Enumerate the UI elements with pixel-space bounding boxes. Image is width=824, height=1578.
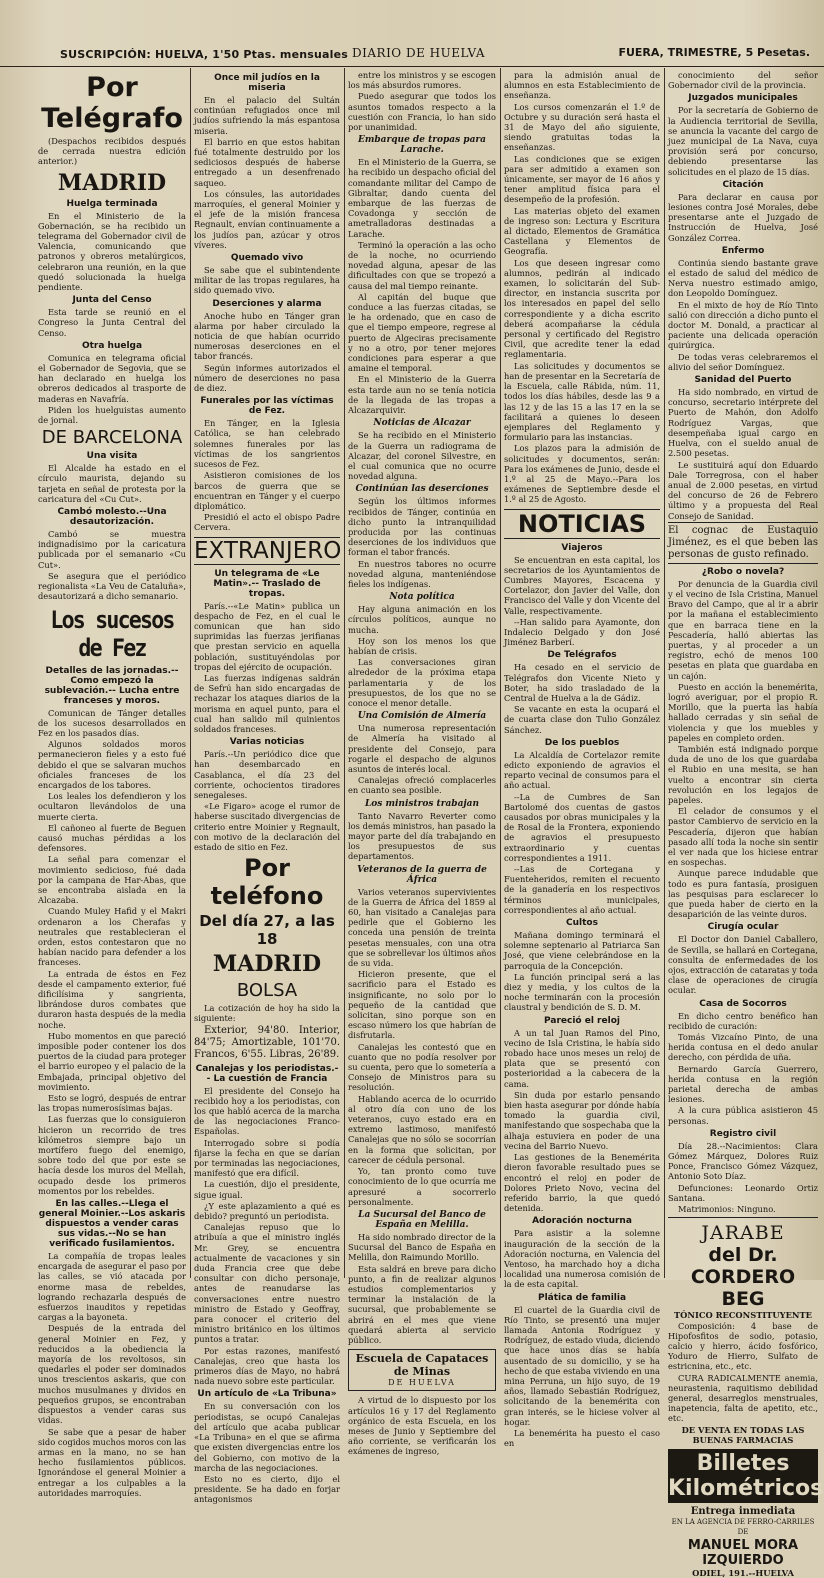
paragraph: En su conversación con los periodistas, se ocupó Canalejas del artículo que acaba publicar «La Tribuna» en el que se afirma que existen divergencias entre los del Gobierno, con motivo de la marcha de las negociaciones.: [194, 1401, 340, 1473]
paragraph: El celador de consumos y el pastor Cambiervo de servicio en la Pescadería, dijeron que habían pasado allí toda la noche sin sentir el ver nada que los hiciese entrar en sospechas.: [668, 806, 818, 868]
ad-text: CURA RADICALMENTE anemia, neurastenia, raquitismo debilidad general, desarreglos menstruales, inapetencia, falta de apetito, etc., etc.: [668, 1372, 818, 1424]
paragraph: Los leales los defendieron y los ocultaron llevándolos de una muerte cierta.: [38, 791, 186, 822]
headline: Huelga terminada: [66, 198, 158, 209]
section-title: NOTICIAS: [504, 509, 660, 539]
billetes-ad-title: Billetes Kilométricos: [668, 1450, 824, 1501]
paragraph: Piden los huelguistas aumento de jornal.: [38, 404, 186, 426]
headline: Nota política: [389, 592, 455, 603]
ad-text: EN LA AGENCIA DE FERRO-CARRILES DE: [671, 1518, 815, 1537]
paragraph: La compañía de tropas leales encargada de asegurar el paso por las calles, se vió atacada por enorme masa de rebeldes, logrando rechazarla después de esfuerzos inauditos y repetidas cargas a la bayoneta.: [38, 1251, 186, 1323]
paragraph: En el mixto de hoy de Río Tinto salió con dirección a dicho punto el doctor M. Donald, a practicar al paciente una delicada operación quirúrgica.: [668, 299, 818, 351]
paragraph: En el Ministerio de la Guerra, se ha recibido un despacho oficial del comandante militar del Campo de Gibraltar, dando cuenta del embarque de las fuerzas de Covadonga y sección de ametralladoras destinadas a Larache.: [348, 157, 496, 239]
paragraph: Esto se logró, después de entrar las tropas numerosísimas bajas.: [38, 1093, 186, 1114]
paragraph: Le sustituirá aquí don Eduardo Dale Torregrosa, con el haber anual de 2.000 pesetas, en virtud del concurso de 26 de Febrero último y a propuesta del Real Consejo de Sanidad.: [668, 459, 818, 521]
paragraph: Según los últimos informes recibidos de Tánger, continúa en dicho punto la intranquilidad producida por las continuas deserciones de los individuos que forman el tabor francés.: [348, 496, 496, 558]
paragraph: Canalejas ofreció complacerles en cuanto sea posible.: [348, 775, 496, 796]
paragraph: Hablando acerca de lo ocurrido al otro día con uno de los veteranos, cuyo estado era en extremo lastimoso, manifestó Canalejas que no sólo se socorrían en la forma que solicitan, por carecer de cédula personal.: [348, 1093, 496, 1165]
paragraph: «Le Figaro» acoge el rumor de haberse suscitado divergencias de criterio entre Moinier y Regnault, con motivo de la declaración del estado de sitio en Fez.: [194, 801, 340, 852]
headline: Pareció el reloj: [544, 1015, 620, 1026]
subscription-outside: FUERA, TRIMESTRE, 5 Pesetas.: [618, 46, 810, 59]
paragraph: Por estas razones, manifestó Canalejas, creo que hasta los primeros días de Mayo, no habrá nada nuevo sobre este particular.: [194, 1345, 340, 1387]
ad-title: MANUEL MORA IZQUIERDO: [687, 1537, 799, 1568]
paragraph: París.--Un periódico dice que han desembarcado en Casablanca, el día 23 del corriente, ochocientos tiradores senegaleses.: [194, 749, 340, 800]
paragraph: Las condiciones que se exigen para ser admitido a examen son únicamente, ser mayor de 16 años y tener amplitud física para el desempeño de la profesión.: [504, 153, 660, 205]
paragraph: --La de Cumbres de San Bartolomé dos cuentas de gastos causados por obras municipales y la de Rosal de la Frontera, exponiendo de agravios el presupuesto extraordinario y cuentas correspondientes a 1911.: [504, 791, 660, 863]
paragraph: El cuartel de la Guardia civil de Río Tinto, se presentó una mujer llamada Antonia Rodríguez y Rodríguez, de estado viuda, diciendo que hace unos días se había ausentado de su domicilio, y se ha hecho de que estaba viviendo en una mina Perruna, un hijo suyo, de 19 años, llamado Sebastián Rodríguez, solicitando de la benemérita con gran interés, se le hiciese volver al hogar.: [504, 1304, 660, 1427]
headline: Varias noticias: [229, 737, 305, 748]
paragraph: Se vacante en esta la ocupará el de cuarta clase don Tulio González Sánchez.: [504, 704, 660, 735]
paragraph: Puedo asegurar que todos los asuntos tomados respecto a la cuestión con Francia, lo han sido por unanimidad.: [348, 91, 496, 133]
paragraph: Se sabe que a pesar de haber sido cogidos muchos moros con las armas en la mano, no se han hecho fusilamientos públicos. Ignorándose el general Moinier a entregar a los culpables a la autoridades marroquíes.: [38, 1426, 186, 1498]
ad-subtitle: Entrega inmediata: [690, 1505, 796, 1517]
paragraph: Esta tarde se reunió en el Congreso la Junta Central del Censo.: [38, 307, 186, 338]
paragraph: Por la secretaría de Gobierno de la Audiencia territorial de Sevilla, se anuncia la vacante del cargo de juez municipal de La Nava, cuya provisión será por concurso, debiendo presentarse las solicitudes en el plazo de 15 días.: [668, 105, 818, 177]
city-heading: MADRID: [212, 951, 322, 978]
paragraph: Comunica en telegrama oficial el Gobernador de Segovia, que se han declarado en huelga los obreros dedicados al trasporte de maderas en Navafría.: [38, 352, 186, 404]
paragraph: Se encuentran en esta capital, los secretarios de los Ayuntamientos de Cumbres Mayores, Escacena y Cortelazor, don Javier del Valle, don Francisco del Valle y don Vicente del Valle, respectivamente.: [504, 554, 660, 616]
headline: Sanidad del Puerto: [694, 375, 792, 386]
paragraph: De todas veras celebraremos el alivio del señor Domínguez.: [668, 351, 818, 372]
paragraph: Interrogado sobre si podía fijarse la fecha en que se darían por terminadas las negociaciones, manifestó que era difícil.: [194, 1137, 340, 1179]
paragraph: Los que deseen ingresar como alumnos, pedirán al indicado examen, lo solicitarán del Sub-director, en instancia suscrita por los interesados en papel del sello correspondiente y a dicha escrito deberá acompañarse la cédula personal y certificado del Registro Civil, que acredite tener la edad reglamentaria.: [504, 257, 660, 360]
paragraph: Para declarar en causa por lesiones contra José Morales, debe presentarse ante el Juzgado de Instrucción de Huelva, José González Correa.: [668, 191, 818, 243]
headline: Deserciones y alarma: [212, 298, 322, 309]
headline: Otra huelga: [81, 340, 143, 351]
paragraph: Las fuerzas que lo consiguieron hicieron un recorrido de tres kilómetros siempre bajo un mortífero fuego del enemigo, sobre todo del que por este se hacía desde los muros del Mellah, ocupado desde los primeros momentos por los rebeldes.: [38, 1114, 186, 1196]
paragraph: En nuestros tabores no ocurre novedad alguna, manteniéndose fieles los indígenas.: [348, 558, 496, 589]
paragraph: Puesto en acción la benemérita, logró averiguar, por el propio R. Morillo, que la puerta las había hallado cerradas y sin señal de violencia y que los muebles y papeles en completo orden.: [668, 681, 818, 743]
paragraph: Por denuncia de la Guardia civil y el vecino de Isla Cristina, Manuel Bravo del Campo, que al ir a abrir por la mañana el establecimiento que en barraca tiene en la Pescadería, halló abiertas las puertas, y al proceder a un registro, echó de menos 100 pesetas en plata que guardaba en un cajón.: [668, 578, 818, 681]
column-2: [194, 70, 342, 1505]
paragraph: En el Ministerio de la Gobernación, se ha recibido un telegrama del Gobernador civil de Valencia, comunicando que patronos y obreros metalúrgicos, celebraron una reunión, en la que quedó solucionada la huelga pendiente.: [38, 210, 186, 293]
ad-text: DE VENTA EN TODAS LAS BUENAS FARMACIAS: [681, 1424, 805, 1445]
paragraph: La benemérita ha puesto el caso en: [504, 1427, 660, 1449]
subscription-local: SUSCRIPCIÓN: HUELVA, 1'50 Ptas. mensuales: [60, 48, 349, 61]
cognac-ad: El cognac de Eustaquio Jiménez, es el que beben las personas de gusto refinado.: [668, 522, 818, 564]
column-1: [38, 70, 186, 1498]
column-rule: [344, 68, 345, 1278]
headline: Once mil judíos en la miseria: [214, 73, 320, 93]
paragraph: La señal para comenzar el movimiento sedicioso, fué dada por la campana de Har-Abas, que se encontraba aislada en la Alcazaba.: [38, 854, 186, 906]
paragraph: Anoche hubo en Tánger gran alarma por haber circulado la noticia de que habían ocurrido numerosas deserciones en el tabor francés.: [194, 310, 340, 362]
paragraph: Para asistir a la solemne inauguración de la sección de la Adoración nocturna, en Valencia del Ventoso, ha marchado hoy a dicha localidad una numerosa comisión de la de esta capital.: [504, 1228, 660, 1290]
paragraph: El Alcalde ha estado en el círculo maurista, dejando su tarjeta en señal de protesta por la caricatura del «Cu Cut».: [38, 463, 186, 504]
headline: Canalejas y los periodistas.-- La cuestión de Francia: [195, 1063, 339, 1084]
paragraph: Se ha recibido en el Ministerio de la Guerra un radiograma de Alcazar, del coronel Silvestre, en el cual comunica que no ocurre novedad alguna.: [348, 430, 496, 482]
school-notice-box: [348, 1349, 496, 1391]
headline: Funerales por las víctimas de Fez.: [200, 396, 334, 417]
paragraph: A la cura pública asistieron 45 personas.: [668, 1105, 818, 1126]
paragraph: Las conversaciones giran alrededor de la próxima etapa parlamentaria y de los presupuestos, de los que no se conoce el menor detalle.: [348, 657, 496, 708]
city-heading: DE BARCELONA: [41, 427, 183, 449]
paragraph: (Despachos recibidos después de cerrada nuestra edición anterior.): [38, 136, 186, 167]
paragraph: En el Ministerio de la Guerra esta tarde aun no se tenía noticia de la llegada de las tropas a Alcazarquivir.: [348, 374, 496, 416]
headline: Una visita: [86, 451, 138, 462]
paragraph: Ha cesado en el servicio de Telégrafos don Vicente Nieto y Boter, ha sido trasladado de la Central de Huelva a la de Gádiz.: [504, 662, 660, 703]
paragraph: Los cónsules, las autoridades marroquíes, el general Moinier y el jefe de la misión francesa Regnault, envían continuamente a los judíos pan, azúcar y otros víveres.: [194, 188, 340, 250]
paragraph: Los plazos para la admisión de solicitudes y documentos, serán: Para los exámenes de Junio, desde el 1.º al 25 de Mayo.--Para los exámenes de Septiembre desde el 1.º al 25 de Agosto.: [504, 443, 660, 505]
headline: Enfermo: [721, 245, 765, 256]
headline: Quemado vivo: [230, 253, 304, 264]
masthead: [0, 0, 824, 67]
paragraph: La cuestión, dijo el presidente, sigue igual.: [194, 1179, 340, 1200]
paragraph: Esta saldrá en breve para dicho punto, a fin de realizar algunos estudios complementarios y terminar la instalación de la sucursal, que probablemente se abrirá en el mes que viene quedará abierta al servicio público.: [348, 1263, 496, 1345]
paragraph: Comunican de Tánger detalles de los sucesos desarrollados en Fez en los pasados días.: [38, 707, 186, 738]
column-4: [504, 70, 660, 1449]
paragraph: Matrimonios: Ninguno.: [678, 1204, 776, 1215]
headline: En las calles.--Llega el general Moinier.--Los askaris dispuestos a vender caras sus vidas.--No se han verificado fusilamientos.: [38, 1199, 186, 1250]
paragraph: Asistieron comisiones de los barcos de guerra que se encuentran en Tánger y el cuerpo diplomático.: [194, 470, 340, 511]
paragraph: El presidente del Consejo ha recibido hoy a los periodistas, con los que habló acerca de la marcha de las negociaciones Franco-Españolas.: [194, 1085, 340, 1137]
headline: Juzgados municipales: [688, 93, 798, 104]
paragraph: Después de la entrada del general Moinier en Fez, y reducidos a la obediencia la mayoría de los revoltosos, sin quedarles el poder ser dominados unos trescientos askaris, que con muchos musulmanes y dividos en pequeños grupos, se encontraban dispuestos a vender caras sus vidas.: [38, 1323, 186, 1426]
paragraph: Las fuerzas indígenas saldrán de Sefrú han sido encargadas de rechazar los ataques diarios de la morisma en aquel punto, para el cual han salido mil quinientos soldados franceses.: [194, 672, 340, 734]
headline: Un artículo de «La Tribuna»: [197, 1389, 337, 1400]
headline: Los ministros trabajan: [364, 798, 480, 809]
paragraph: Algunos soldados moros permanecieron fieles y a esto fué debido el que se salvaran muchos oficiales franceses de los encargados de los tabores.: [38, 739, 186, 790]
paragraph: --Las de Cortegana y Fuenteheridos, remiten el recuento de la ganadería en los respectivos términos municipales, correspondientes al año actual.: [504, 864, 660, 915]
paragraph: Tomás Vizcaíno Pinto, de una herida contusa en el dedo anular derecho, con pérdida de uña.: [668, 1032, 818, 1063]
paragraph: La Alcaldía de Cortelazor remite edicto exponiendo de agravios el reparto vecinal de consumos para el año actual.: [504, 749, 660, 791]
headline: Una Comisión de Almería: [357, 711, 487, 722]
paragraph: Tanto Navarro Reverter como los demás ministros, han pasado la mayor parte del día trabajando en los presupuestos de sus departamentos.: [348, 810, 496, 862]
headline: Cirugía ocular: [707, 922, 779, 933]
paragraph: A un tal Juan Ramos del Pino, vecino de Isla Cristina, le había sido robado hace unos meses un reloj de plata que se presentó con posterioridad a la cabecera de la cama.: [504, 1027, 660, 1089]
headline: Noticias de Alcazar: [373, 418, 471, 429]
paragraph: El Doctor don Daniel Caballero, de Sevilla, se hallará en Cortegana, consulta de enfermedades de los ojos, extracción de cataratas y toda clase de operaciones de cirugía ocular.: [668, 934, 818, 996]
stock-quotes: Exterior, 94'80. Interior, 84'75; Amortizable, 101'70. Francos, 6'55. Libras, 26'89.: [194, 1024, 340, 1060]
paragraph: En Tánger, en la Iglesia Católica, se han celebrado solemnes funerales por las víctimas de los sangrientos sucesos de Fez.: [194, 418, 340, 470]
paragraph: Defunciones: Leonardo Ortiz Santana.: [668, 1182, 818, 1203]
paragraph: A virtud de lo dispuesto por los artículos 16 y 17 del Reglamento orgánico de esta Escuela, en los meses de Junio y Septiembre del año corriente, se verificarán los exámenes de ingreso,: [348, 1395, 496, 1457]
column-rule: [664, 68, 665, 1278]
paragraph: Día 28.--Nacimientos: Clara Gómez Márquez, Dolores Ruiz Ponce, Francisco Gómez Vázquez, Antonio Soto Díaz.: [668, 1140, 818, 1182]
paragraph: Ha sido nombrado, en virtud de concurso, secretario intérprete del Puerto de Mahón, don Adolfo Rodríguez Vargas, que desempeñaba igual cargo en Huelva, con el sueldo anual de 2.500 pesetas.: [668, 387, 818, 459]
headline: Viajeros: [561, 542, 603, 553]
ad-text: Composición: 4 base de Hipofosfitos de sodio, potasio, calcio y hierro, ácido fosfórico, Yoduro de Hierro, Sulfato de estricnina, etc., etc.: [668, 1320, 818, 1372]
ad-text: ODIEL, 191.--HUELVA: [692, 1567, 794, 1578]
paragraph: En el palacio del Sultán continúan refugiados once mil judíos sufriendo la más espantosa miseria.: [194, 95, 340, 136]
paragraph: Yo, tan pronto como tuve conocimiento de lo que ocurría me apresuré a socorrerlo personalmente.: [348, 1166, 496, 1207]
headline: Embarque de tropas para Larache.: [357, 135, 487, 156]
headline: ¿Robo o novela?: [701, 566, 785, 577]
paragraph: Según informes autorizados el número de deserciones no pasa de diez.: [194, 362, 340, 394]
paragraph: conocimiento del señor Gobernador civil de la provincia.: [668, 70, 818, 91]
paragraph: Varios veteranos supervivientes de la Guerra de África del 1859 al 60, han visitado a Canalejas para pedirle que el Gobierno les conceda una pensión de treinta pesetas mensuales, con una otra que se sobrellevar los últimos años de su vida.: [348, 886, 496, 969]
paragraph: Ha sido nombrado director de la Sucursal del Banco de España en Melilla, don Raimundo Morillo.: [348, 1231, 496, 1263]
paragraph: Presidió el acto el obispo Padre Cervera.: [194, 512, 340, 533]
paragraph: Los cursos comenzarán el 1.º de Octubre y su duración será hasta el 31 de Mayo del año siguiente, siendo gratuitas todas la enseñanzas.: [504, 101, 660, 153]
paragraph: Terminó la operación a las ocho de la noche, no ocurriendo novedad alguna, apesar de las dificultades con que se tropezó a causa del mal tiempo reinante.: [348, 239, 496, 291]
paragraph: París.--«Le Matin» publica un despacho de Fez, en el cual le comunican que han sido suprimidas las fuerzas jerifianas que prestan servicio en aquella población, sustituyéndolas por tropas del ejército de ocupación.: [194, 600, 340, 672]
paragraph: El barrio en que estos habitan fué totalmente destruido por los sediciosos después de haberse entregado a un desenfrenado saqueo.: [194, 136, 340, 188]
paragraph: El cañoneo al fuerte de Beguen causó muchas pérdidas a los defensores.: [38, 822, 186, 854]
ad-subtitle: TÓNICO RECONSTITUYENTE: [673, 1310, 812, 1321]
paragraph: --Han salido para Ayamonte, don Indalecio Delgado y don José Jiménez Barberí.: [504, 616, 660, 648]
paragraph: Sin duda por estarlo pensando bien hasta asegurar por dónde había tomado la guardia civil, manifestando que sospechaba que la alhaja estuviera en poder de una vecina del Barrio Nuevo.: [504, 1089, 660, 1151]
paragraph: Canalejas repuso que lo atribuía a que el ministro inglés Mr. Grey, se encuentra actualmente de vacaciones y sin duda Francia cree que debe consultar con dicho personaje, antes de reanudarse las conversaciones entre nuestro ministro de Estado y Geoffray, para conocer el criterio del ministro británico en los últimos puntos a tratar.: [194, 1222, 340, 1345]
ad-title: del Dr. CORDERO BEG: [690, 1244, 796, 1311]
headline: Adoración nocturna: [532, 1216, 632, 1227]
ad-title: JARABE: [701, 1222, 785, 1245]
paragraph: La cotización de hoy ha sido la siguiente:: [194, 1003, 340, 1024]
city-heading: MADRID: [57, 169, 167, 196]
headline: Continúan las deserciones: [355, 484, 489, 495]
headline: La Sucursal del Banco de España en Melilla.: [358, 1209, 486, 1230]
headline: Cambó molesto.--Una desautorización.: [57, 507, 167, 528]
paragraph: Aunque parece indudable que todo es pura fantasía, prosiguen las pesquisas para esclarecer lo que pueda haber de cierto en la desaparición de las veinte duros.: [668, 868, 818, 920]
paragraph: Hay alguna animación en los círculos políticos, aunque no mucha.: [348, 604, 496, 635]
section-title: Por teléfono: [210, 854, 324, 911]
paragraph: Se sabe que el subintendente militar de las tropas regulares, ha sido quemado vivo.: [194, 265, 340, 296]
paragraph: Cuando Muley Hafid y el Makri ordenaron a los Cherafas y neutrales que restablecieran el orden, estos contestaron que no habían nacido para defender a los franceses.: [38, 906, 186, 968]
headline: Casa de Socorros: [699, 998, 787, 1009]
paragraph: ¿Y este aplazamiento a qué es debido? preguntó un periodista.: [194, 1200, 340, 1222]
jarabe-ad: [668, 1217, 818, 1445]
paragraph: En dicho centro benéfico han recibido de curación:: [668, 1010, 818, 1031]
section-title: Por Telégrafo: [41, 72, 183, 134]
section-title: EXTRANJERO: [194, 537, 342, 564]
paragraph: Al capitán del buque que conduce a las fuerzas citadas, se le ha ordenado, que en caso de que el tiempo empeore, regrese al puerto de Algeciras precisamente y no a otro, por tener mejores condiciones para esperar a que amaine el temporal.: [348, 291, 496, 374]
headline: Citación: [722, 179, 764, 190]
paragraph: Hubo momentos en que pareció imposible poder contener los dos puertos de la ciudad para proteger el barrio europeo y el palacio de la Embajada, principal objetivo del movimiento.: [38, 1030, 186, 1092]
headline: Detalles de las jornadas.--Como empezó la sublevación.-- Lucha entre franceses y moros.: [44, 665, 180, 706]
paragraph: Canalejas les contestó que en cuanto que no podía resolver por su cuenta, pero que lo sometería a Consejo de Ministros para su resolución.: [348, 1041, 496, 1093]
headline: Junta del Censo: [72, 295, 152, 306]
paragraph: Hoy son los menos los que habían de crisis.: [348, 635, 496, 656]
paragraph: Mañana domingo terminará el solemne septenario al Patriarca San José, que viene celebrándose en la parroquia de la Concepción.: [504, 930, 660, 971]
paragraph: Las solicitudes y documentos se han de presentar en la Secretaría de la Escuela, calle Rábida, núm. 11, todos los días hábiles, desde las 9 a las 12 y de las 15 a las 17 en la se facilitará a quienes lo deseen ejemplares del Reglamento y formulario para las instancias.: [504, 360, 660, 443]
paragraph: Una numerosa representación de Almería ha visitado al presidente del Consejo, para rogarle el despacho de algunos asuntos de interés local.: [348, 723, 496, 774]
bolsa-heading: BOLSA: [236, 980, 298, 1002]
paragraph: Bernardo García Guerrero, herida contusa en la región parietal derecha de ambas lesiones.: [668, 1063, 818, 1105]
headline: De los pueblos: [544, 737, 620, 748]
newspaper-title: DIARIO DE HUELVA: [352, 46, 486, 60]
paragraph: Las materias objeto del examen de ingreso son: Lectura y Escritura al dictado, Elementos de Gramática Castellana y Elementos de Geografía.: [504, 205, 660, 257]
headline: De Telégrafos: [547, 650, 617, 661]
school-subtitle: DE HUELVA: [388, 1378, 456, 1388]
column-5: [668, 70, 824, 1578]
paragraph: La función principal será a las diez y media, y los cultos de la noche terminarán con la procesión claustral y bendición de S. D. M.: [504, 971, 660, 1013]
date-heading: Del día 27, a las 18: [199, 912, 335, 949]
headline: Veteranos de la guerra de África: [357, 864, 487, 885]
headline: Plática de familia: [537, 1292, 627, 1303]
paragraph: entre los ministros y se escogen los más absurdos rumores.: [348, 70, 496, 91]
paragraph: Continúa siendo bastante grave el estado de salud del médico de Nerva nuestro estimado amigo, don Leopoldo Domínguez.: [668, 257, 818, 299]
section-title: Los sucesos de Fez: [50, 605, 174, 662]
paragraph: Cambó se muestra indignadísimo por la caricatura publicada por el semanario «Cu Cut».: [38, 529, 186, 570]
headline: Cultos: [566, 918, 598, 929]
paragraph: Se asegura que el periódico regionalista «La Veu de Cataluña», desautorizará a dicho semanario.: [38, 570, 186, 602]
school-title: Escuela de Capataces de Minas: [355, 1352, 489, 1379]
paragraph: La entrada de éstos en Fez desde el campamento exterior, fué dificilísima y sangrienta, librándose duros combates que duraron hasta después de la media noche.: [38, 968, 186, 1030]
paragraph: Las gestiones de la Benemérita dieron favorable resultado pues se encontró el reloj en poder de Dolores Prieto Novo, vecina del referido barrio, la que quedó detenida.: [504, 1152, 660, 1214]
paragraph: Hicieron presente, que el sacrificio para el Estado es insignificante, no solo por lo pequeño de la cantidad que solicitan, sino porque son en escaso número los que habrían de disfrutarla.: [348, 969, 496, 1041]
headline: Registro civil: [709, 1128, 777, 1139]
paragraph: Esto no es cierto, dijo el presidente. Se ha dado en forjar antagonismos: [194, 1473, 340, 1505]
headline: Un telegrama de «Le Matin».-- Traslado de tropas.: [213, 568, 321, 599]
column-rule: [190, 68, 191, 1278]
column-rule: [500, 68, 501, 1278]
paragraph: También está indignado porque duda de uno de los que guardaba el Rubio en una mesita, se han vuelto a encontrar sin cierta revolución en los legajos de papeles.: [668, 743, 818, 805]
column-3: [348, 70, 496, 1457]
paragraph: para la admisión anual de alumnos en esta Establecimiento de enseñanza.: [504, 70, 660, 101]
